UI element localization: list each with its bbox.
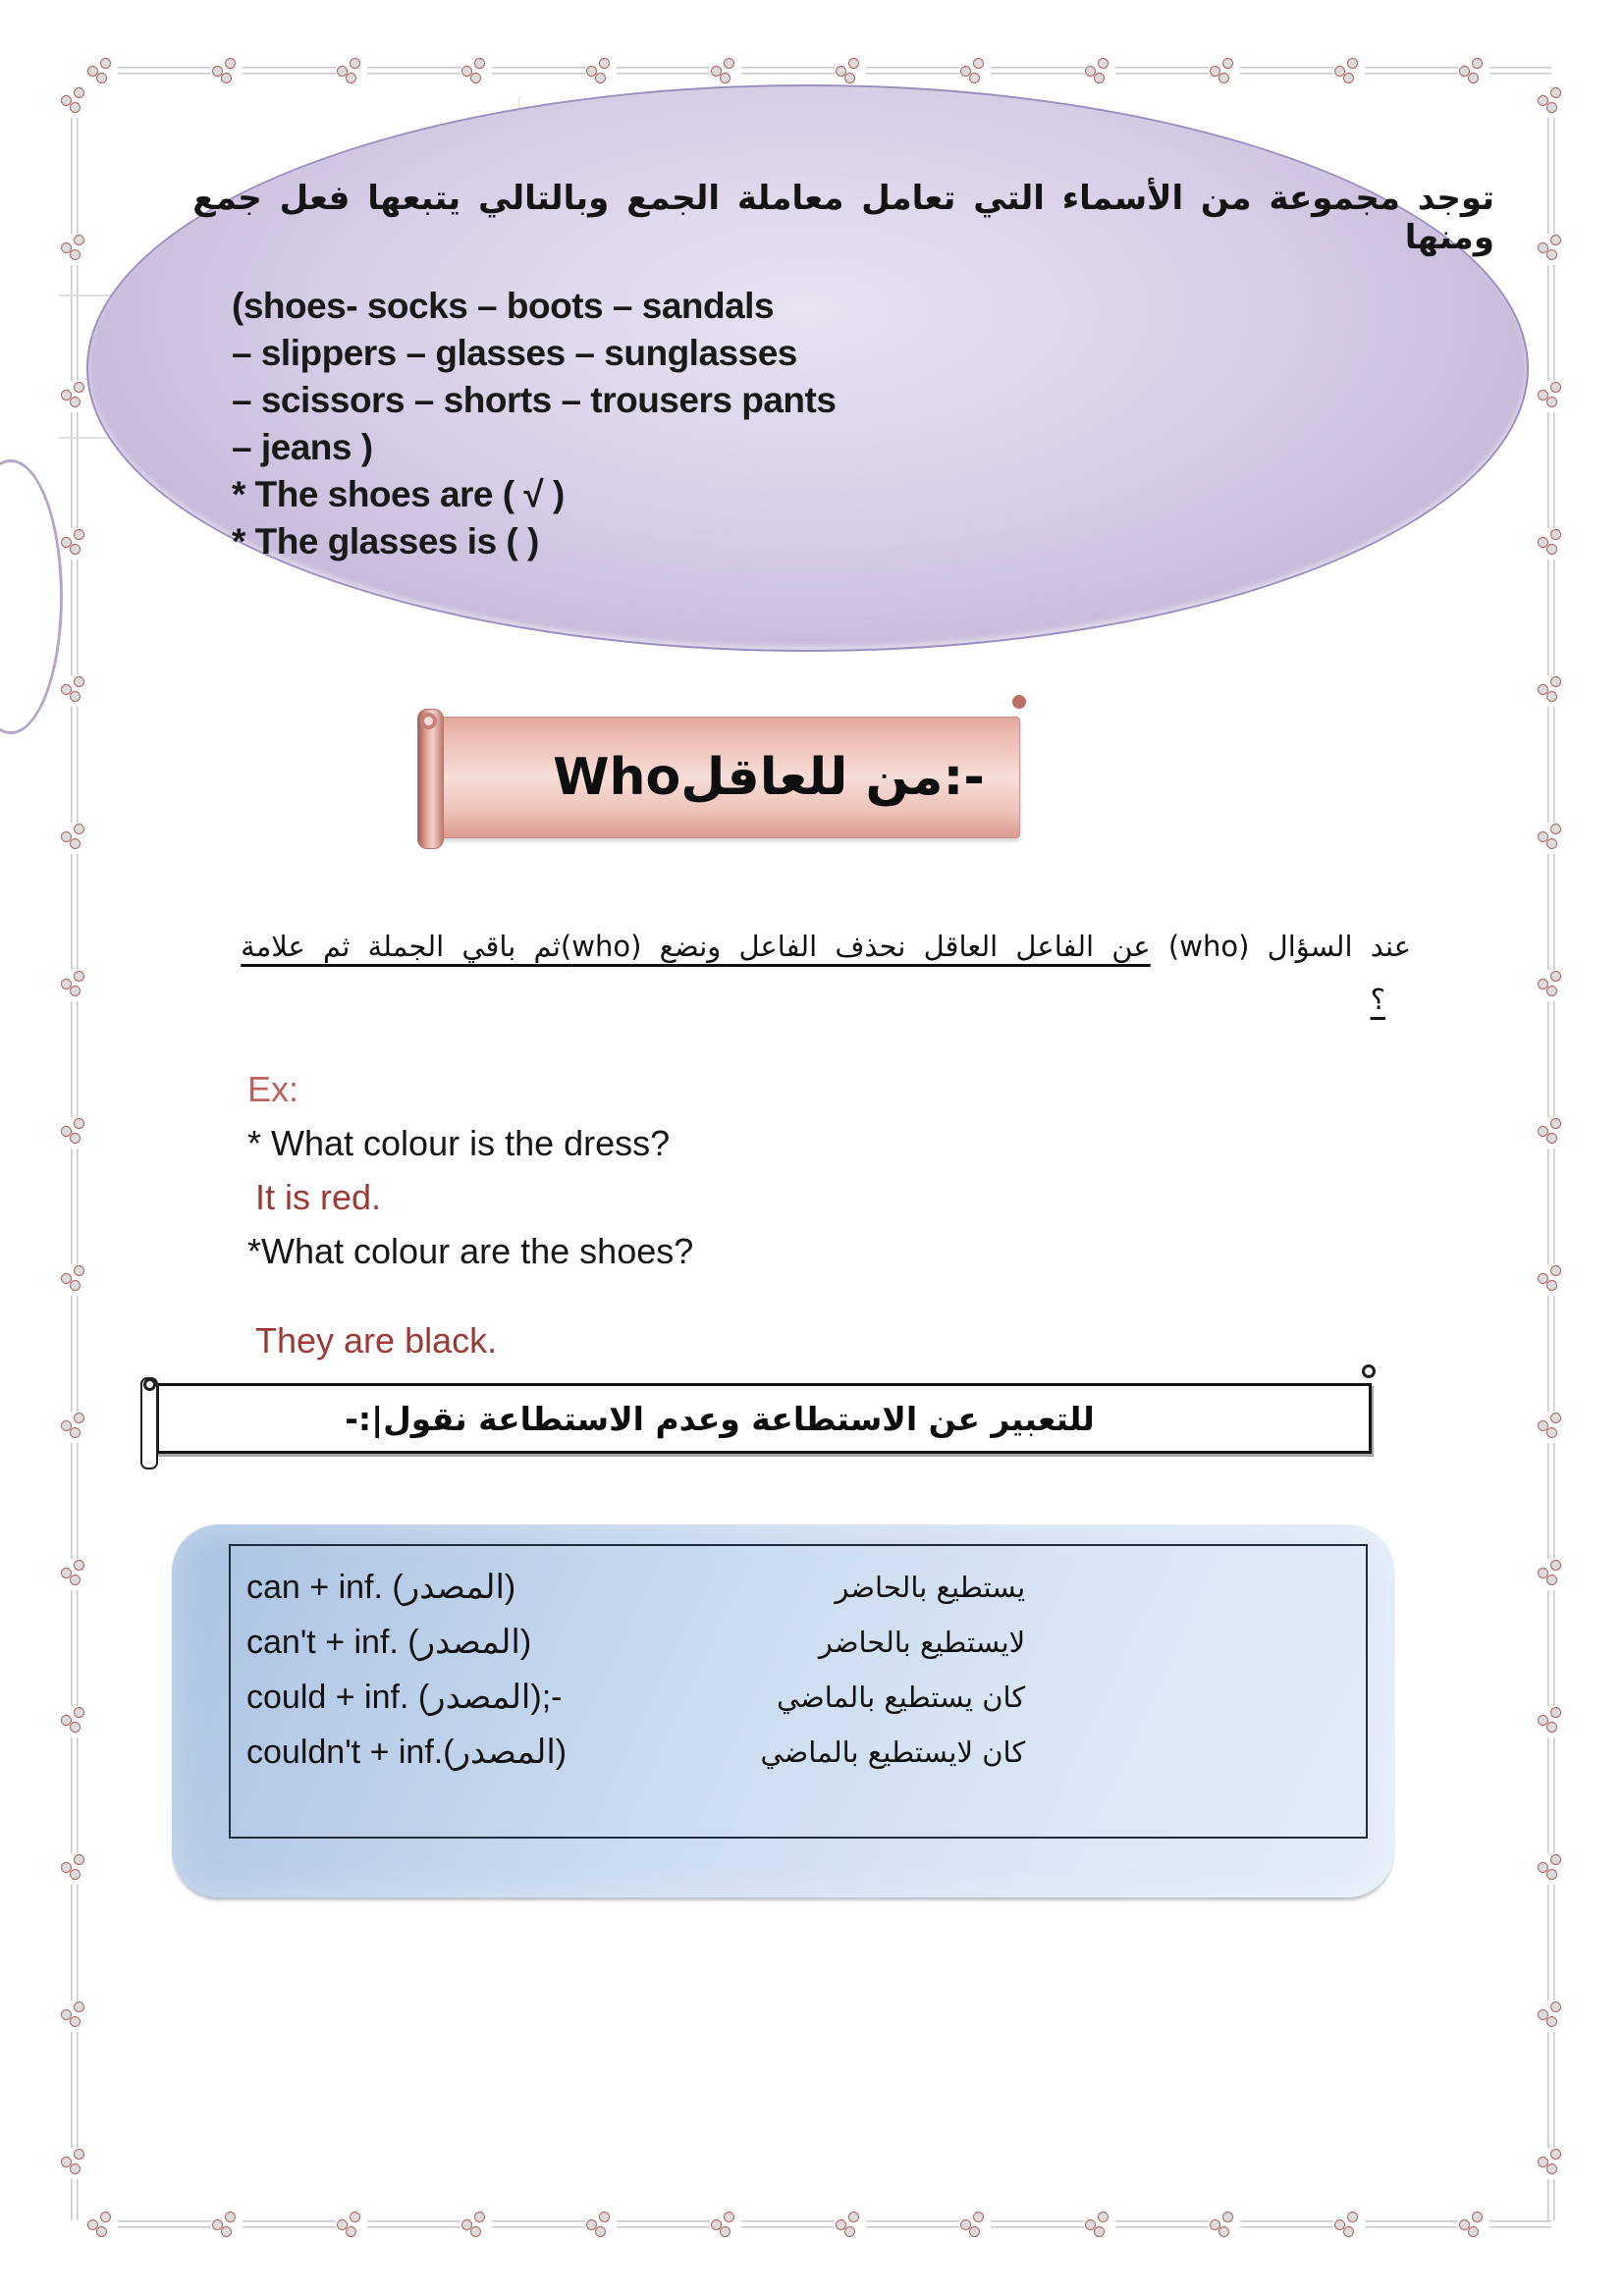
ability-row <box>231 1615 1366 1670</box>
border-ornament-icon <box>211 2211 241 2238</box>
ornament-dot <box>96 2226 107 2237</box>
border-ornament-icon <box>959 57 989 84</box>
scroll-curl-icon <box>420 713 437 729</box>
ability-banner-title: للتعبير عن الاستطاعة وعدم الاستطاعة نقول|:- <box>345 1399 1095 1438</box>
ornament-dot <box>595 73 606 83</box>
border-ornament-icon <box>460 2211 490 2238</box>
scroll-curl-icon <box>1012 695 1026 709</box>
border-ornament-icon <box>60 86 89 114</box>
ornament-dot <box>1550 87 1561 98</box>
ornament-dot <box>74 971 84 982</box>
ornament-dot <box>1546 249 1557 260</box>
ability-row <box>231 1725 1366 1780</box>
ability-formula: can + inf. (المصدر) <box>246 1569 516 1606</box>
plural-nouns-line: (shoes- socks – boots – sandals <box>232 286 775 326</box>
ornament-dot <box>1222 2212 1233 2222</box>
ornament-dot <box>70 1722 81 1733</box>
plural-nouns-line: – slippers – glasses – sunglasses <box>232 333 797 373</box>
ornament-dot <box>1550 235 1561 245</box>
ornament-dot <box>599 2212 610 2222</box>
ability-table-box <box>172 1524 1394 1897</box>
who-banner-body <box>439 717 1020 838</box>
ornament-dot <box>973 58 984 69</box>
border-ornament-icon <box>1209 2211 1238 2238</box>
ornament-dot <box>70 1869 81 1880</box>
border-ornament-icon <box>1537 2148 1566 2175</box>
examples-label: Ex: <box>247 1069 299 1109</box>
ornament-dot <box>1472 2212 1483 2222</box>
border-ornament-icon <box>60 675 89 703</box>
ornament-dot <box>1550 1265 1561 1276</box>
ornament-dot <box>1546 2016 1557 2027</box>
ability-meaning: كان يستطيع بالماضي <box>777 1681 1026 1714</box>
ornament-dot <box>969 2226 980 2237</box>
ornament-dot <box>724 58 734 69</box>
border-ornament-icon <box>60 1412 89 1439</box>
page-border-bottom <box>86 2220 1551 2228</box>
border-ornament-icon <box>60 381 89 408</box>
ability-formula: couldn't + inf.(المصدر) <box>246 1734 568 1771</box>
ornament-dot <box>70 102 81 113</box>
ornament-dot <box>74 235 84 245</box>
ornament-dot <box>1468 73 1479 83</box>
border-ornament-icon <box>60 823 89 850</box>
border-ornament-icon <box>1537 86 1566 114</box>
background-ellipse-arc <box>0 459 63 734</box>
ornament-dot <box>1472 58 1483 69</box>
page-border-right <box>1547 86 1555 2220</box>
ornament-dot <box>1550 824 1561 834</box>
page-border-left <box>71 86 79 2220</box>
ornament-dot <box>74 2002 84 2012</box>
ability-row <box>231 1560 1366 1615</box>
border-ornament-icon <box>1537 970 1566 997</box>
ornament-dot <box>70 691 81 702</box>
ornament-dot <box>74 1560 84 1571</box>
plural-nouns-line: – scissors – shorts – trousers pants <box>232 380 837 420</box>
ornament-dot <box>1218 2226 1229 2237</box>
ornament-dot <box>844 2226 855 2237</box>
ornament-dot <box>1546 2163 1557 2174</box>
border-ornament-icon <box>1537 2001 1566 2028</box>
ornament-dot <box>74 382 84 393</box>
ornament-dot <box>969 73 980 83</box>
examples-block <box>247 1062 693 1367</box>
ornament-dot <box>70 1427 81 1438</box>
who-rule-line1 <box>221 921 1411 972</box>
ornament-dot <box>1550 1854 1561 1865</box>
question-mark-line <box>221 974 1411 1025</box>
ornament-dot <box>1546 838 1557 849</box>
ornament-dot <box>1550 1118 1561 1129</box>
ornament-dot <box>1546 1133 1557 1144</box>
border-ornament-icon <box>1537 1264 1566 1292</box>
ornament-dot <box>848 58 859 69</box>
ornament-dot <box>1550 2002 1561 2012</box>
intro-arabic-heading: توجد مجموعة من الأسماء التي تعامل معاملة الجمع وبالتالي يتبعها فعل جمع ومنها <box>192 179 1494 257</box>
border-ornament-icon <box>585 57 615 84</box>
border-ornament-icon <box>1537 234 1566 261</box>
border-ornament-icon <box>60 2001 89 2028</box>
ornament-dot <box>225 58 236 69</box>
border-ornament-icon <box>1537 1706 1566 1734</box>
border-ornament-icon <box>585 2211 615 2238</box>
example-check-line: * The shoes are ( √ ) <box>232 474 565 514</box>
border-ornament-icon <box>1209 57 1238 84</box>
ornament-dot <box>720 73 731 83</box>
ornament-dot <box>1546 544 1557 555</box>
ornament-dot <box>1098 2212 1109 2222</box>
ornament-dot <box>70 397 81 407</box>
question-mark: ؟ <box>1370 983 1385 1016</box>
ornament-dot <box>1550 1413 1561 1423</box>
border-ornament-icon <box>1537 675 1566 703</box>
example-answer-line: It is red. <box>255 1177 382 1217</box>
scroll-curl-icon <box>143 1378 156 1391</box>
ornament-dot <box>1347 2212 1358 2222</box>
ability-table <box>229 1544 1368 1839</box>
ornament-dot <box>70 249 81 260</box>
ornament-dot <box>74 87 84 98</box>
ornament-dot <box>1546 102 1557 113</box>
ornament-dot <box>74 824 84 834</box>
ornament-dot <box>74 1707 84 1718</box>
ornament-dot <box>346 2226 356 2237</box>
border-ornament-icon <box>60 1264 89 1292</box>
border-ornament-icon <box>86 57 116 84</box>
ornament-dot <box>74 2149 84 2160</box>
ornament-dot <box>70 1133 81 1144</box>
ornament-dot <box>474 58 485 69</box>
border-ornament-icon <box>60 234 89 261</box>
ornament-dot <box>221 73 232 83</box>
ornament-dot <box>1094 2226 1105 2237</box>
ornament-dot <box>1468 2226 1479 2237</box>
ornament-dot <box>74 529 84 540</box>
ability-meaning: يستطيع بالحاضر <box>835 1571 1026 1604</box>
ornament-dot <box>1546 1280 1557 1291</box>
ornament-dot <box>74 1413 84 1423</box>
border-ornament-icon <box>60 528 89 556</box>
ornament-dot <box>595 2226 606 2237</box>
border-ornament-icon <box>1537 381 1566 408</box>
who-rule-lead: عند السؤال (who) <box>1150 930 1411 963</box>
scroll-curl-icon <box>1362 1364 1376 1378</box>
border-ornament-icon <box>60 1853 89 1881</box>
ornament-dot <box>1546 1869 1557 1880</box>
ornament-dot <box>1222 58 1233 69</box>
ornament-dot <box>100 58 111 69</box>
ability-formula: could + inf. (المصدر);- <box>246 1679 563 1716</box>
ability-meaning: كان لايستطيع بالماضي <box>760 1735 1026 1769</box>
ability-meaning: لايستطيع بالحاضر <box>818 1626 1026 1659</box>
ornament-dot <box>1550 971 1561 982</box>
border-ornament-icon <box>1458 2211 1488 2238</box>
border-ornament-icon <box>1458 57 1488 84</box>
ornament-dot <box>1546 1575 1557 1585</box>
ornament-dot <box>70 544 81 555</box>
ornament-dot <box>70 1575 81 1585</box>
ornament-dot <box>70 838 81 849</box>
ornament-dot <box>350 2212 360 2222</box>
ornament-dot <box>1550 1707 1561 1718</box>
ornament-dot <box>74 1854 84 1865</box>
ornament-dot <box>470 2226 481 2237</box>
ornament-dot <box>848 2212 859 2222</box>
border-ornament-icon <box>1537 528 1566 556</box>
ornament-dot <box>1098 58 1109 69</box>
ornament-dot <box>973 2212 984 2222</box>
ornament-dot <box>74 1265 84 1276</box>
ornament-dot <box>70 2163 81 2174</box>
border-ornament-icon <box>959 2211 989 2238</box>
who-rule-paragraph <box>221 921 1411 1025</box>
ornament-dot <box>1218 73 1229 83</box>
border-ornament-icon <box>835 2211 864 2238</box>
border-ornament-icon <box>1084 57 1113 84</box>
ornament-dot <box>1343 73 1354 83</box>
ornament-dot <box>720 2226 731 2237</box>
ornament-dot <box>1550 1560 1561 1571</box>
border-ornament-icon <box>60 1117 89 1145</box>
plural-nouns-list <box>232 283 836 565</box>
ornament-dot <box>1546 691 1557 702</box>
ornament-dot <box>1094 73 1105 83</box>
ability-row <box>231 1670 1366 1725</box>
who-banner-title: Whoمن للعاقل:- <box>553 748 985 807</box>
ornament-dot <box>225 2212 236 2222</box>
page-border-top <box>86 67 1551 75</box>
ornament-dot <box>1343 2226 1354 2237</box>
ornament-dot <box>1347 58 1358 69</box>
ornament-dot <box>74 676 84 687</box>
ornament-dot <box>1546 986 1557 996</box>
ornament-dot <box>1546 1722 1557 1733</box>
border-ornament-icon <box>211 57 241 84</box>
ornament-dot <box>70 2016 81 2027</box>
border-ornament-icon <box>710 57 739 84</box>
scroll-roll-icon <box>417 709 444 849</box>
border-ornament-icon <box>1333 57 1363 84</box>
plural-nouns-line: – jeans ) <box>232 427 373 467</box>
border-ornament-icon <box>710 2211 739 2238</box>
border-ornament-icon <box>60 2148 89 2175</box>
ornament-dot <box>1546 1427 1557 1438</box>
border-ornament-icon <box>86 2211 116 2238</box>
ornament-dot <box>724 2212 734 2222</box>
ornament-dot <box>599 58 610 69</box>
scroll-roll-icon <box>140 1377 158 1469</box>
border-ornament-icon <box>1537 1412 1566 1439</box>
ornament-dot <box>346 73 356 83</box>
border-ornament-icon <box>336 57 365 84</box>
border-ornament-icon <box>60 1706 89 1734</box>
border-ornament-icon <box>460 57 490 84</box>
ability-formula: can't + inf. (المصدر) <box>246 1624 532 1661</box>
ornament-dot <box>1550 676 1561 687</box>
ornament-dot <box>1550 529 1561 540</box>
ability-title-banner <box>140 1367 1376 1471</box>
ornament-dot <box>221 2226 232 2237</box>
example-answer-line: They are black. <box>255 1320 498 1361</box>
ability-banner-body <box>156 1383 1372 1454</box>
ornament-dot <box>844 73 855 83</box>
border-ornament-icon <box>835 57 864 84</box>
border-ornament-icon <box>1537 823 1566 850</box>
ornament-dot <box>1550 2149 1561 2160</box>
border-ornament-icon <box>1537 1559 1566 1586</box>
border-ornament-icon <box>1333 2211 1363 2238</box>
ornament-dot <box>70 986 81 996</box>
border-ornament-icon <box>1537 1853 1566 1881</box>
ornament-dot <box>100 2212 111 2222</box>
border-ornament-icon <box>1537 1117 1566 1145</box>
border-ornament-icon <box>1084 2211 1113 2238</box>
border-ornament-icon <box>336 2211 365 2238</box>
who-rule-underlined: عن الفاعل العاقل نحذف الفاعل ونضع (who)ثم باقي الجملة ثم علامة <box>241 930 1151 963</box>
example-check-line: * The glasses is ( ) <box>232 521 539 561</box>
ornament-dot <box>474 2212 485 2222</box>
ornament-dot <box>470 73 481 83</box>
border-ornament-icon <box>60 1559 89 1586</box>
ornament-dot <box>96 73 107 83</box>
ornament-dot <box>70 1280 81 1291</box>
who-title-banner <box>417 697 1024 849</box>
example-line: * What colour is the dress? <box>247 1123 671 1163</box>
ornament-dot <box>1550 382 1561 393</box>
ornament-dot <box>350 58 360 69</box>
ornament-dot <box>74 1118 84 1129</box>
example-line: *What colour are the shoes? <box>247 1231 694 1271</box>
border-ornament-icon <box>60 970 89 997</box>
ornament-dot <box>1546 397 1557 407</box>
